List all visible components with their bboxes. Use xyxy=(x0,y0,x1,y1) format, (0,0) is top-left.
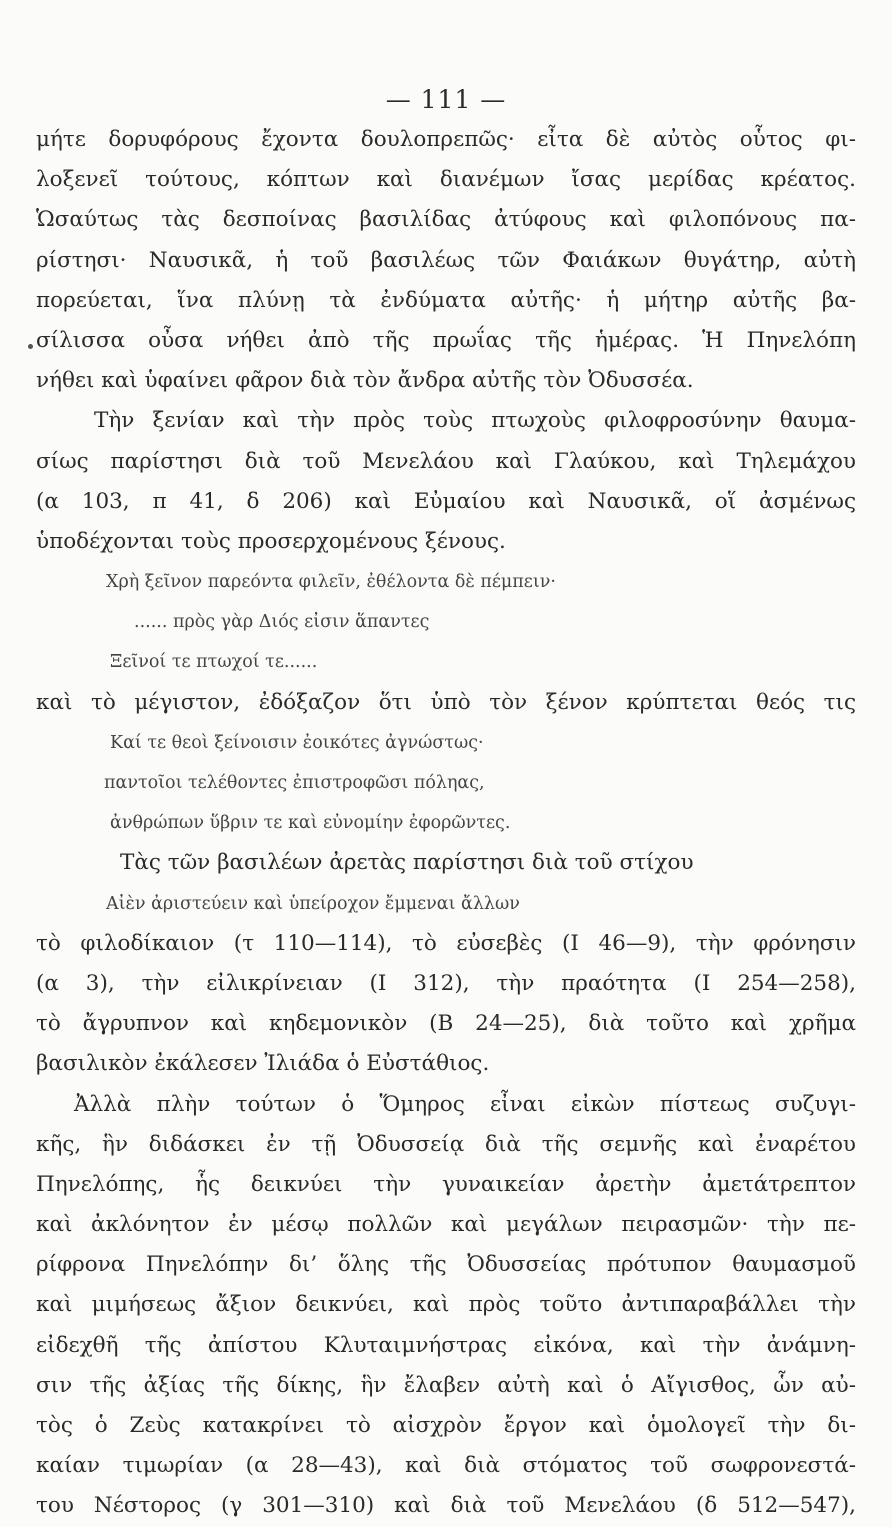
text-line: τὸ ἄγρυπνον καὶ κηδεμονικὸν (Β 24—25), διὰ τοῦτο καὶ χρῆμα xyxy=(36,1011,856,1037)
text-line: μήτε δορυφόρους ἔχοντα δουλοπρεπῶς· εἶτα δὲ αὐτὸς οὗτος φι- xyxy=(36,127,856,152)
text-line: λοξενεῖ τούτους, κόπτων καὶ διανέμων ἴσας μερίδας κρέατος. xyxy=(36,167,856,193)
text-line: ρίφρονα Πηνελόπην δι’ ὅλης τῆς Ὀδυσσείας πρότυπον θαυμασμοῦ xyxy=(36,1252,856,1278)
body-text xyxy=(36,120,856,1527)
text-line: (α 3), τὴν εἰλικρίνειαν (Ι 312), τὴν πραότητα (Ι 254—258), xyxy=(36,970,856,996)
text-line: σίως παρίστησι διὰ τοῦ Μενελάου καὶ Γλαύκου, καὶ Τηλεμάχου xyxy=(36,448,856,474)
verse-quote-line: ...... πρὸς γὰρ Διός εἰσιν ἅπαντες xyxy=(134,612,430,633)
verse-quote-line: Ξεῖνοί τε πτωχοί τε...... xyxy=(110,652,318,673)
text-line: νήθει καὶ ὑφαίνει φᾶρον διὰ τὸν ἄνδρα αὐτῆς τὸν Ὀδυσσέα. xyxy=(36,368,694,394)
text-line: ὑποδέχονται τοὺς προσερχομένους ξένους. xyxy=(36,528,506,554)
text-line: σιν τῆς ἀξίας τῆς δίκης, ἣν ἔλαβεν αὐτὴ καὶ ὁ Αἴγισθος, ὧν αὐ- xyxy=(36,1372,856,1398)
text-line: ρίστησι· Ναυσικᾶ, ἡ τοῦ βασιλέως τῶν Φαιάκων θυγάτηρ, αὐτὴ xyxy=(36,247,856,273)
text-line: εἰδεχθῆ τῆς ἀπίστου Κλυταιμνήστρας εἰκόνα, καὶ τὴν ἀνάμνη- xyxy=(36,1332,856,1358)
text-line: τὸ φιλοδίκαιον (τ 110—114), τὸ εὐσεβὲς (Ι 46—9), τὴν φρόνησιν xyxy=(36,930,856,956)
text-line: καὶ ἀκλόνητον ἐν μέσῳ πολλῶν καὶ μεγάλων πειρασμῶν· τὴν πε- xyxy=(36,1212,856,1238)
text-line: (α 103, π 41, δ 206) καὶ Εὐμαίου καὶ Ναυσικᾶ, οἵ ἀσμένως xyxy=(36,488,856,514)
text-line: κῆς, ἣν διδάσκει ἐν τῇ Ὀδυσσείᾳ διὰ τῆς σεμνῆς καὶ ἐναρέτου xyxy=(36,1131,856,1157)
text-line: καὶ μιμήσεως ἄξιον δεικνύει, καὶ πρὸς τοῦτο ἀντιπαραβάλλει τὴν xyxy=(36,1292,856,1318)
text-line: βασιλικὸν ἐκάλεσεν Ἰλιάδα ὁ Εὐστάθιος. xyxy=(36,1051,490,1077)
text-line: Πηνελόπης, ἧς δεικνύει τὴν γυναικείαν ἀρετὴν ἀμετάτρεπτον xyxy=(36,1171,856,1197)
verse-quote-line: παντοῖοι τελέθοντες ἐπιστροφῶσι πόληας, xyxy=(104,773,485,793)
verse-quote-line: Χρὴ ξεῖνον παρεόντα φιλεῖν, ἐθέλοντα δὲ πέμπειν· xyxy=(106,572,556,593)
verse-quote-line: Αἰὲν ἀριστεύειν καὶ ὑπείροχον ἔμμεναι ἄλλων xyxy=(106,893,520,914)
text-line: καὶ τὸ μέγιστον, ἐδόξαζον ὅτι ὑπὸ τὸν ξένον κρύπτεται θεός τις xyxy=(36,689,856,715)
text-line: Ὡσαύτως τὰς δεσποίνας βασιλίδας ἀτύφους καὶ φιλοπόνους πα- xyxy=(36,207,856,233)
text-line: τὸς ὁ Ζεὺς κατακρίνει τὸ αἰσχρὸν ἔργον καὶ ὁμολογεῖ τὴν δι- xyxy=(36,1413,856,1438)
ink-spot xyxy=(28,344,33,349)
text-line: καίαν τιμωρίαν (α 28—43), καὶ διὰ στόματος τοῦ σωφρονεστά- xyxy=(36,1453,856,1479)
text-line: Ἀλλὰ πλὴν τούτων ὁ Ὅμηρος εἶναι εἰκὼν πίστεως συζυγι- xyxy=(74,1091,856,1117)
text-line: Τὴν ξενίαν καὶ τὴν πρὸς τοὺς πτωχοὺς φιλοφροσύνην θαυμα- xyxy=(94,408,856,434)
text-line: πορεύεται, ἵνα πλύνῃ τὰ ἐνδύματα αὐτῆς· ἡ μήτηρ αὐτῆς βα- xyxy=(36,287,856,313)
text-line: σίλισσα οὖσα νήθει ἀπὸ τῆς πρωΐας τῆς ἡμέρας. Ἡ Πηνελόπη xyxy=(36,327,856,353)
text-line: του Νέστορος (γ 301—310) καὶ διὰ τοῦ Μενελάου (δ 512—547), xyxy=(36,1493,856,1519)
verse-quote-line: Καί τε θεοὶ ξείνοισιν ἐοικότες ἀγνώστως· xyxy=(110,732,484,753)
text-line: Τὰς τῶν βασιλέων ἀρετὰς παρίστησι διὰ τοῦ στίχου xyxy=(120,850,694,876)
page-number: — 111 — xyxy=(385,85,507,114)
verse-quote-line: ἀνθρώπων ὕβριν τε καὶ εὐνομίην ἐφορῶντες. xyxy=(110,813,511,834)
